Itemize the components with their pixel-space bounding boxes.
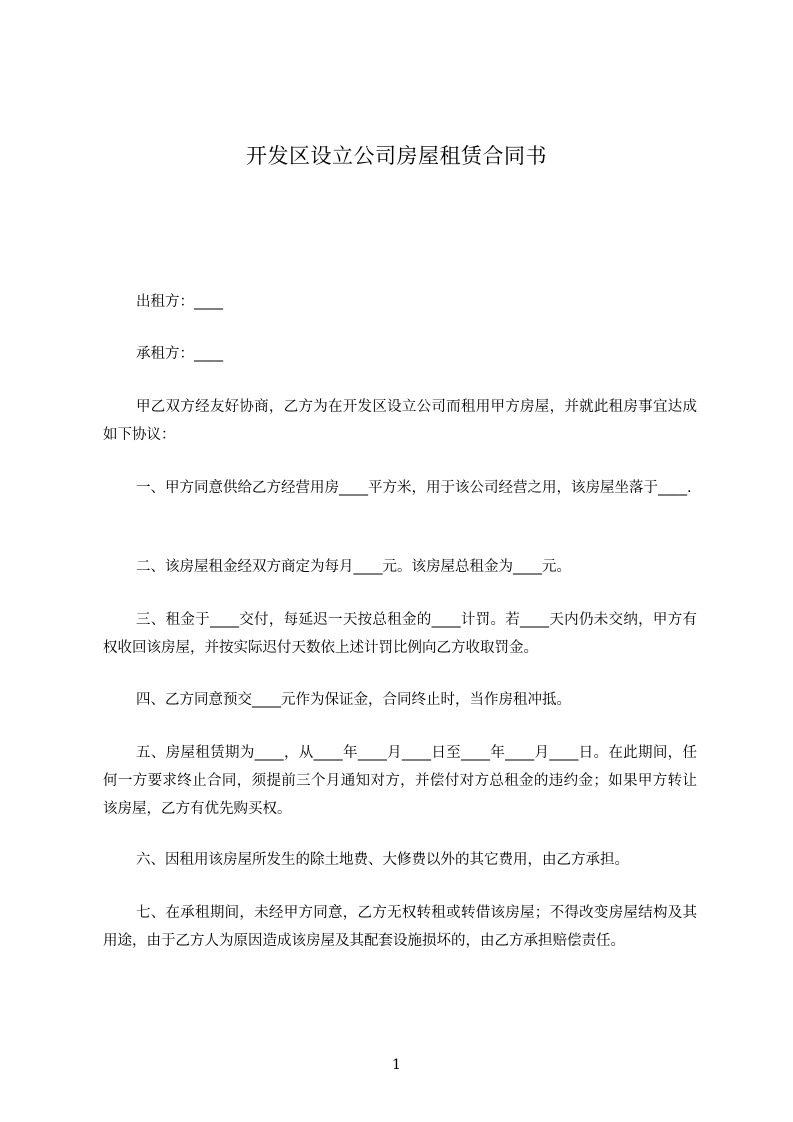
clause-6: 六、因租用该房屋所发生的除土地费、大修费以外的其它费用，由乙方承担。 [136, 852, 629, 868]
intro-paragraph: 甲乙双方经友好协商，乙方为在开发区设立公司而租用甲方房屋，并就此租房事宜达成如下协议： [103, 399, 697, 443]
clause-7: 七、在承租期间，未经甲方同意，乙方无权转租或转借该房屋；不得改变房屋结构及其用途，由于乙方人为原因造成该房屋及其配套设施损坏的，由乙方承担赔偿责任。 [103, 905, 697, 949]
clause-1: 一、甲方同意供给乙方经营用房____平方米，用于该公司经营之用，该房屋坐落于____. [136, 480, 692, 496]
page-number: 1 [392, 1057, 401, 1073]
clause-4: 四、乙方同意预交____元作为保证金，合同终止时，当作房租冲抵。 [136, 692, 571, 708]
clause-2: 二、该房屋租金经双方商定为每月____元。该房屋总租金为____元。 [136, 559, 571, 575]
clause-3: 三、租金于____交付，每延迟一天按总租金的____计罚。若____天内仍未交纳，甲方有权收回该房屋，并按实际迟付天数依上述计罚比例向乙方收取罚金。 [103, 612, 697, 656]
document-title: 开发区设立公司房屋租赁合同书 [246, 144, 547, 168]
lessor-line: 出租方：____ [136, 294, 223, 310]
clause-5: 五、房屋租赁期为____，从____年____月____日至____年____月____日。在此期间，任何一方要求终止合同，须提前三个月通知对方，并偿付对方总租金的违约金；如果甲方转让该房屋，乙方有优先购买权。 [103, 745, 697, 817]
lessee-line: 承租方：____ [136, 346, 223, 362]
